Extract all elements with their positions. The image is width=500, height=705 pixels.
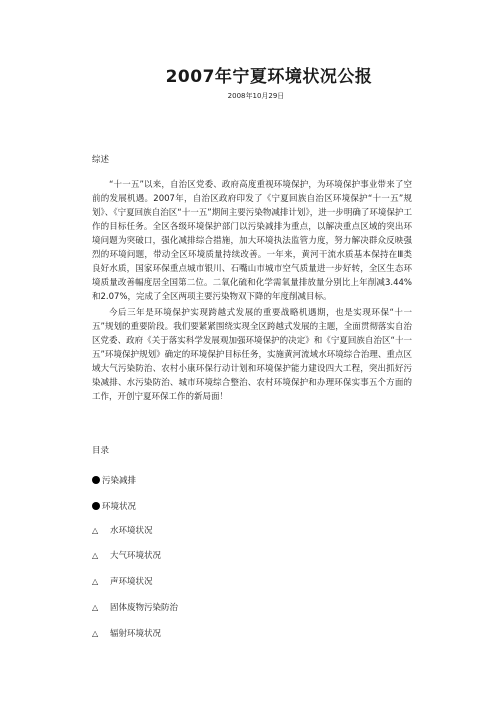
triangle-icon: △ xyxy=(92,551,99,560)
triangle-icon: △ xyxy=(92,577,99,586)
toc-item-label: 环境状况 xyxy=(102,502,137,512)
toc-item-noise-environment[interactable] xyxy=(92,575,153,587)
triangle-icon: △ xyxy=(92,629,99,638)
toc-item-water-environment[interactable] xyxy=(92,524,153,536)
toc-item-label: 声环境状况 xyxy=(110,577,153,587)
toc-heading: 目录 xyxy=(92,446,110,456)
document-date: 2008年10月29日 xyxy=(227,92,285,100)
triangle-icon: △ xyxy=(92,526,99,535)
toc-item-label: 固体废物污染防治 xyxy=(110,603,179,613)
toc-item-label: 水环境状况 xyxy=(110,526,153,536)
document-title: 2007年宁夏环境状况公报 xyxy=(165,67,373,87)
bullet-icon xyxy=(92,476,100,484)
triangle-icon: △ xyxy=(92,603,99,612)
bullet-icon xyxy=(92,502,100,510)
summary-heading: 综述 xyxy=(92,155,110,165)
toc-item-label: 辐射环境状况 xyxy=(110,629,162,639)
toc-item-air-environment[interactable] xyxy=(92,549,161,561)
toc-item-radiation-environment[interactable] xyxy=(92,627,161,639)
toc-item-label: 大气环境状况 xyxy=(110,551,162,561)
summary-paragraph-2: 今后三年是环境保护实现跨越式发展的重要战略机遇期，也是实现环保“十一五”规划的重要阶段。我们要紧紧围绕实现全区跨越式发展的主题，全面贯彻落实自治区党委、政府《关于落实科学发展观加强环境保护的决定》和《宁夏回族自治区“十一五”环境保护规划》确定的环境保护目标任务，实施黄河流域水环境综合治理、重点区域大气污染防治、农村小康环保行动计划和环境保护能力建设四大工程，突出抓好污染减排、水污染防治、城市环境综合整治、农村环境保护和办理环保实事五个方面的工作，开创宁夏环保工作的新局面！ xyxy=(92,308,412,402)
toc-item-environment-status[interactable] xyxy=(92,500,136,512)
toc-item-solid-waste[interactable] xyxy=(92,601,178,613)
toc-item-label: 污染减排 xyxy=(102,476,137,486)
toc-item-pollution-reduction[interactable] xyxy=(92,474,136,486)
summary-paragraph-1: “十一五”以来，自治区党委、政府高度重视环境保护，为环境保护事业带来了空前的发展机遇。2007年，自治区政府印发了《宁夏回族自治区环境保护“十一五”规划》、《宁夏回族自治区“十一五”期间主要污染物减排计划》，进一步明确了环境保护工作的目标任务。全区各级环境保护部门以污染减排为重点，以解决重点区域的突出环境问题为突破口，强化减排综合措施，加大环境执法监管力度，努力解决群众反映强烈的环境问题，带动全区环境质量持续改善。一年来，黄河干流水质基本保持在Ⅲ类良好水质，国家环保重点城市银川、石嘴山市城市空气质量进一步好转，全区生态环境质量改善幅度居全国第二位。二氧化硫和化学需氧量排放量分别比上年削减3.44%和2.07%，完成了全区两项主要污染物双下降的年度削减目标。 xyxy=(92,180,412,302)
